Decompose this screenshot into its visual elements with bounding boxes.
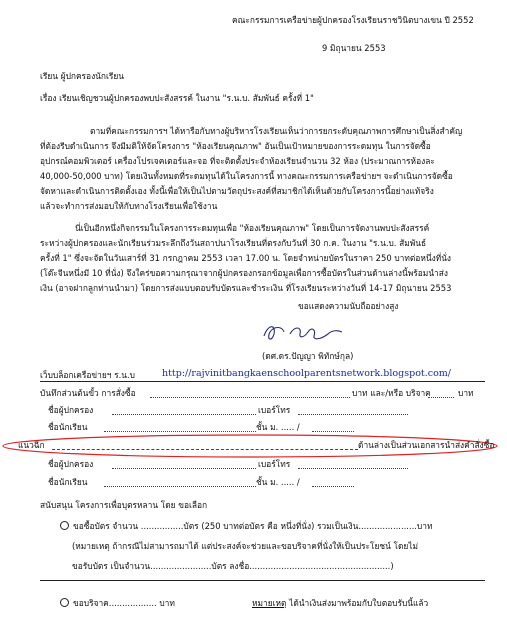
letter-addressee: เรียน ผู้ปกครองนักเรียน	[40, 71, 124, 81]
support-label: สนับสนุน โครงการเพื่อบุตรหลาน โดย ขอเลือก	[40, 500, 208, 510]
blog-link[interactable]: http://rajvinitbangkaenschoolparentsnetwork.blogspot.com/	[162, 368, 451, 379]
baht-label: บาท	[458, 388, 474, 398]
paragraph-line: นี่เป็นอีกหนึ่งกิจกรรมในโครงการระดมทุนเพื่อ "ห้องเรียนคุณภาพ" โดยเป็นการจัดงานพบปะสังสรรค์	[75, 223, 430, 233]
order-phone-label: เบอร์โทร	[258, 459, 291, 469]
order-student-name-field[interactable]	[104, 486, 256, 487]
option-buy-note: (หมายเหตุ ถ้ากรณีไม่สามารถมาได้ แต่ประสงค์จะช่วยและขอบริจาคที่นั่งให้เป็นประโยชน์ โดยไม่	[72, 541, 419, 551]
paragraph-line: อุปกรณ์คอมพิวเตอร์ เครื่องโปรเจคเตอร์และจอ ที่จะติดตั้งประจำห้องเรียนจำนวน 32 ห้อง (ประมาณการห้องละ	[40, 156, 435, 166]
signature-name: (ดศ.ดร.ปัญญา พิทักษ์กุล)	[262, 351, 354, 361]
note-label: หมายเหตุ	[252, 598, 287, 608]
organization-header: คณะกรรมการเครือข่ายผู้ปกครองโรงเรียนราชวินิตบางเขน ปี 2552	[232, 15, 474, 25]
radio-circle-icon[interactable]	[60, 598, 69, 607]
signature-image	[258, 318, 348, 346]
order-phone-field[interactable]	[298, 468, 408, 469]
phone-label: เบอร์โทร	[258, 405, 291, 415]
receipt-amount-field[interactable]	[150, 397, 350, 398]
paragraph-line: ตามที่คณะกรรมการฯ ได้หารือกับทางผู้บริหารโรงเรียนเห็นว่าการยกระดับคุณภาพการศึกษาเป็นสิ่งสำคัญ	[90, 126, 463, 136]
option-buy-note-2: ขอรับบัตร เป็นจำนวน.......................บัตร ลงชื่อ.....................................................)	[72, 561, 394, 571]
note-text: ได้นำเงินส่งมาพร้อมกับใบตอบรับนี้แล้ว	[289, 598, 429, 608]
receipt-total-suffix: บาท และ/หรือ บริจาค	[352, 388, 431, 398]
option-buy-tickets[interactable]	[60, 520, 432, 532]
parent-name-field[interactable]	[112, 414, 256, 415]
option-donate-note	[252, 597, 428, 609]
radio-circle-icon[interactable]	[60, 521, 69, 530]
blog-label: เว็บบล็อกเครือข่ายฯ ร.น.บ	[40, 370, 135, 380]
phone-field[interactable]	[298, 414, 408, 415]
paragraph-line: จัดหาและดำเนินการติดตั้งเอง ทั้งนี้เพื่อให้เป็นไปตามวัตถุประสงค์ที่สมาชิกได้เห็นด้วยกับโครงการนี้อย่างแท้จริง	[40, 186, 434, 196]
donation-amount-field[interactable]	[428, 397, 454, 398]
divider	[40, 381, 485, 382]
paragraph-line: แล้วจะทำการส่งมอบให้กับทางโรงเรียนเพื่อใช้งาน	[40, 201, 218, 211]
order-parent-name-field[interactable]	[112, 468, 256, 469]
paragraph-line: ระหว่างผู้ปกครองและนักเรียนร่วมระลึกถึงวันสถาปนาโรงเรียนที่ตรงกับวันที่ 30 ก.ค. ในงาน "ร.น.บ. สัมพันธ์	[40, 238, 427, 248]
paragraph-line: ครั้งที่ 1" ซึ่งจะจัดในวันเสาร์ที่ 31 กรกฎาคม 2553 เวลา 17.00 น. โดยจำหน่ายบัตรในราคา 250 บาทต่อหนึ่งที่นั่ง	[40, 253, 452, 263]
order-class-label: ชั้น ม. ..... /	[256, 477, 300, 487]
letter-subject: เรื่อง เรียนเชิญชวนผู้ปกครองพบปะสังสรรค์ ในงาน "ร.น.บ. สัมพันธ์ ครั้งที่ 1"	[40, 93, 314, 103]
option-donate[interactable]	[60, 597, 175, 609]
class-label: ชั้น ม. ..... /	[256, 422, 300, 432]
letter-date: 9 มิถุนายน 2553	[322, 43, 386, 53]
paragraph-line: เงิน (อาจฝากลูกท่านนำมา) โดยการส่งแบบตอบรับบัตรและชำระเงิน ที่โรงเรียนระหว่างวันที่ 14-17 มิถุนายน 2553	[40, 283, 452, 293]
paragraph-line: (โต๊ะจีนหนึ่งมี 10 ที่นั่ง) จึงใคร่ขอความกรุณาจากผู้ปกครองกรอกข้อมูลเพื่อการซื้อบัตรในส่วนด้านล่างนี้พร้อมนำส่ง	[40, 268, 448, 278]
option-donate-text: ขอบริจาค.................. บาท	[73, 598, 175, 608]
order-parent-name-label: ชื่อผู้ปกครอง	[48, 459, 94, 469]
cut-line-note: ด้านล่างเป็นส่วนเอกสารนำส่งคำสั่งซื้อ	[358, 440, 495, 450]
paragraph-line: 40,000-50,000 บาท) โดยเงินทั้งหมดที่ระดมทุนได้ในโครงการนี้ ทางคณะกรรมการเครือข่ายฯ จะดำเนินการจัดซื้อ	[40, 171, 453, 181]
parent-name-label: ชื่อผู้ปกครอง	[48, 405, 94, 415]
student-name-label: ชื่อนักเรียน	[48, 422, 88, 432]
cut-line	[52, 449, 358, 450]
paragraph-line: ที่ต้องรีบดำเนินการ จึงมีมติให้จัดโครงการ "ห้องเรียนคุณภาพ" อันเป็นเป้าหมายของการระดมทุน ในการจัดซื้อ	[40, 141, 431, 151]
cut-line-label: แนวฉีก	[18, 440, 45, 450]
option-buy-tickets-text: ขอซื้อบัตร จำนวน ................บัตร (250 บาทต่อบัตร คือ หนึ่งที่นั่ง) รวมเป็นเงิน......................บาท	[73, 521, 433, 531]
order-class-field[interactable]	[312, 486, 354, 487]
order-student-name-label: ชื่อนักเรียน	[48, 477, 88, 487]
letter-closing: ขอแสดงความนับถืออย่างสูง	[298, 301, 399, 311]
receipt-stub-label: บันทึกส่วนต้นขั้ว การสั่งซื้อ	[40, 388, 136, 398]
divider	[40, 580, 485, 581]
